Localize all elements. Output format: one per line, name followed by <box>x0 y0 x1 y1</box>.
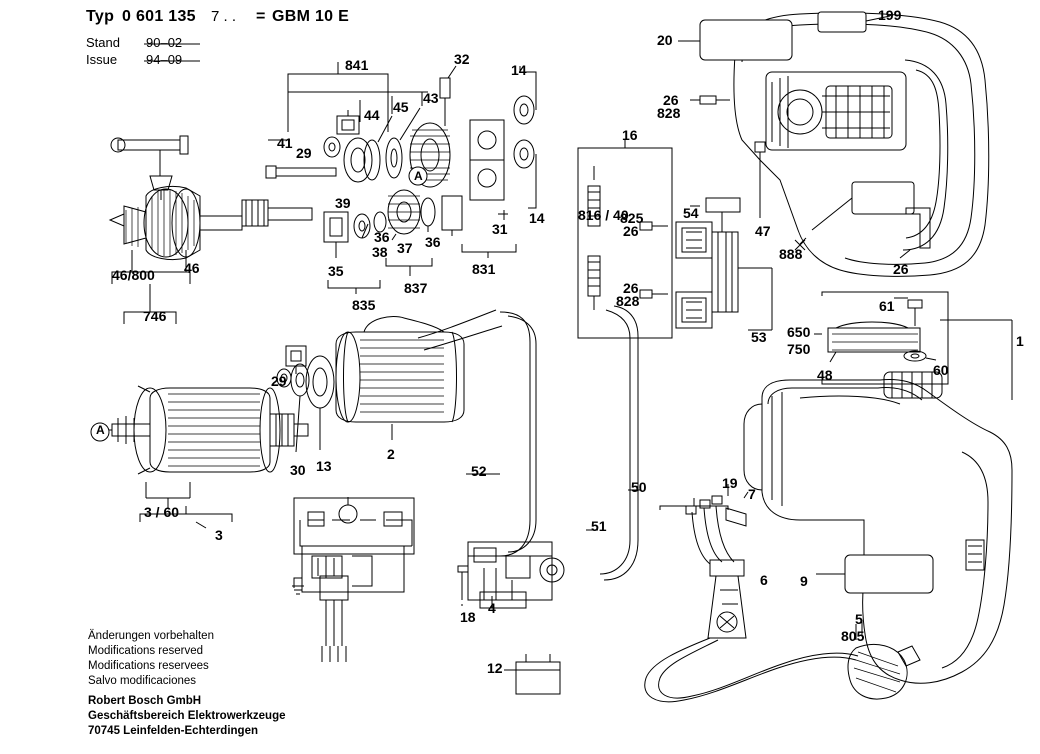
callout-841: 841 <box>345 57 369 73</box>
callout-750: 750 <box>787 341 811 357</box>
callout-825: 825 <box>620 210 644 226</box>
footer-company-1: Geschäftsbereich Elektrowerkzeuge <box>88 710 286 722</box>
callout-46: 46 <box>184 260 200 276</box>
callout-837: 837 <box>404 280 428 296</box>
callout-60: 60 <box>933 362 949 378</box>
callout-30: 30 <box>290 462 306 478</box>
callout-36-a: 36 <box>374 229 390 245</box>
callout-3-60: 3 / 60 <box>144 504 180 520</box>
callout-32: 32 <box>454 51 470 67</box>
callout-53: 53 <box>751 329 767 345</box>
callout-12: 12 <box>487 660 503 676</box>
assembled-drill <box>744 320 1012 683</box>
callout-14-bottom: 14 <box>529 210 545 226</box>
callout-746: 746 <box>143 308 167 324</box>
callout-36-b: 36 <box>425 234 441 250</box>
callout-5: 5 <box>855 611 863 627</box>
callout-6: 6 <box>760 572 768 588</box>
header-type-number: 0 601 135 <box>122 8 196 25</box>
callout-35: 35 <box>328 263 344 279</box>
callout-48: 48 <box>817 367 833 383</box>
chuck-assembly <box>110 136 312 324</box>
callout-26-c: 26 <box>893 261 909 277</box>
callout-26-d: 26 <box>623 280 639 296</box>
switch-electronics-group <box>578 140 772 338</box>
callout-835: 835 <box>352 297 376 313</box>
callout-650: 650 <box>787 324 811 340</box>
callout-888: 888 <box>779 246 803 262</box>
armature-assembly <box>91 386 308 528</box>
callout-50: 50 <box>631 479 647 495</box>
callout-46-800: 46/800 <box>112 267 155 283</box>
callout-9: 9 <box>800 573 808 589</box>
callout-47: 47 <box>755 223 771 239</box>
callout-805: 805 <box>841 628 865 644</box>
callout-37: 37 <box>397 240 413 256</box>
footer-company-2: 70745 Leinfelden-Echterdingen <box>88 725 258 737</box>
callout-45: 45 <box>393 99 409 115</box>
callout-2: 2 <box>387 446 395 462</box>
callout-1: 1 <box>1016 333 1024 349</box>
callout-61: 61 <box>879 298 895 314</box>
callout-31: 31 <box>492 221 508 237</box>
callout-54: 54 <box>683 205 699 221</box>
callout-828-b: 828 <box>616 293 640 309</box>
callout-52: 52 <box>471 463 487 479</box>
callout-199: 199 <box>878 7 902 23</box>
callout-7: 7 <box>748 486 756 502</box>
header-type-label: Typ <box>86 8 115 25</box>
callout-831: 831 <box>472 261 496 277</box>
callout-41: 41 <box>277 135 293 151</box>
wiring-schematic <box>292 497 414 662</box>
callout-29-a: 29 <box>296 145 312 161</box>
header-type-suffix: 7 . . <box>211 8 237 25</box>
callout-14-top: 14 <box>511 62 527 78</box>
callout-20: 20 <box>657 32 673 48</box>
callout-39: 39 <box>335 195 351 211</box>
gear-train-assembly <box>266 62 536 294</box>
header-issue-label: Issue <box>86 52 118 67</box>
footer-line-1: Modifications reserved <box>88 645 204 657</box>
footer-line-2: Modifications reservees <box>88 660 209 672</box>
callout-51: 51 <box>591 518 607 534</box>
switch-assembly <box>458 306 640 694</box>
footer-company-0: Robert Bosch GmbH <box>88 695 202 707</box>
callout-16: 16 <box>622 127 638 143</box>
callout-4: 4 <box>488 600 496 616</box>
callout-19: 19 <box>722 475 738 491</box>
marker-a-gear: A <box>414 169 423 183</box>
callout-26-b: 26 <box>623 223 639 239</box>
header-stand-value: 90–02 <box>146 35 183 50</box>
callout-3: 3 <box>215 527 223 543</box>
callout-18: 18 <box>460 609 476 625</box>
callout-816-40: 816 / 40 <box>578 207 629 223</box>
callout-43: 43 <box>423 90 439 106</box>
callout-29-b: 29 <box>271 373 287 389</box>
stator-assembly <box>277 310 502 452</box>
footer-line-0: Änderungen vorbehalten <box>88 630 214 642</box>
footer-line-3: Salvo modificaciones <box>88 675 197 687</box>
callout-44: 44 <box>364 107 380 123</box>
marker-a-left: A <box>96 423 105 437</box>
callout-13: 13 <box>316 458 332 474</box>
callout-828-a: 828 <box>657 105 681 121</box>
callout-26-a: 26 <box>663 92 679 108</box>
header-issue-value: 94–09 <box>146 52 183 67</box>
housing-half-assembly <box>678 12 989 276</box>
header-model: GBM 10 E <box>272 8 350 25</box>
header-equals: = <box>256 8 266 25</box>
callout-38: 38 <box>372 244 388 260</box>
header-stand-label: Stand <box>86 35 120 50</box>
